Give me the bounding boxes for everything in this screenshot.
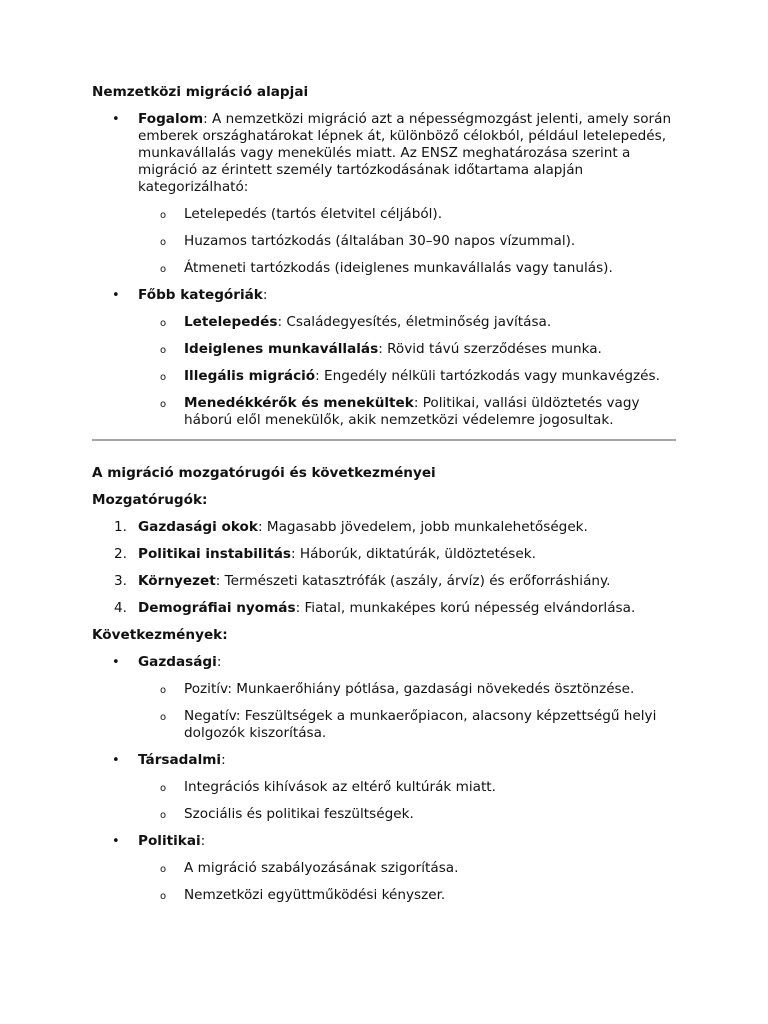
- circle-bullet-icon: o: [160, 237, 167, 248]
- circle-bullet-icon: o: [160, 712, 167, 723]
- section-divider: [92, 439, 676, 441]
- list-item: o Ideiglenes munkavállalás: Rövid távú szerződéses munka.: [92, 341, 676, 358]
- list-item: o A migráció szabályozásának szigorítása.: [92, 860, 676, 877]
- bullet-icon: •: [112, 753, 120, 768]
- circle-bullet-icon: o: [160, 399, 167, 410]
- list-item: o Integrációs kihívások az eltérő kultúrák miatt.: [92, 779, 676, 796]
- section-title-basics: Nemzetközi migráció alapjai: [92, 84, 309, 100]
- list-item: o Letelepedés (tartós életvitel céljából).: [92, 206, 676, 223]
- list-item: o Huzamos tartózkodás (általában 30–90 napos vízummal).: [92, 233, 676, 250]
- list-item-social: • Társadalmi: o Integrációs kihívások az eltérő kultúrák miatt. o Szociális és politikai feszültségek.: [92, 752, 676, 823]
- list-item: 3. Környezet: Természeti katasztrófák (aszály, árvíz) és erőforráshiány.: [114, 573, 611, 589]
- list-item: o Negatív: Feszültségek a munkaerőpiacon, alacsony képzettségű helyi dolgozók kiszorítása.: [160, 708, 657, 741]
- circle-bullet-icon: o: [160, 372, 167, 383]
- sublist: [138, 779, 676, 823]
- circle-bullet-icon: o: [160, 345, 167, 356]
- list-item: o Átmeneti tartózkodás (ideiglenes munkavállalás vagy tanulás).: [92, 260, 676, 277]
- circle-bullet-icon: o: [160, 864, 167, 875]
- list-item: 2. Politikai instabilitás: Háborúk, diktatúrák, üldöztetések.: [114, 546, 536, 562]
- circle-bullet-icon: o: [160, 810, 167, 821]
- circle-bullet-icon: o: [160, 891, 167, 902]
- sublist: [138, 681, 676, 742]
- drivers-list: [92, 519, 676, 617]
- list-item-economic: • Gazdasági: o Pozitív: Munkaerőhiány pótlása, gazdasági növekedés ösztönzése. o Negatív: Feszültségek a munkaerőpiacon, alacsony képzettségű helyi dolgozók kiszorítása.: [92, 654, 676, 742]
- document-page: [92, 84, 676, 914]
- circle-bullet-icon: o: [160, 783, 167, 794]
- bullet-icon: •: [112, 834, 120, 849]
- drivers-label: Mozgatórugók:: [92, 492, 208, 508]
- list-item: o Szociális és politikai feszültségek.: [92, 806, 676, 823]
- consequences-list: [92, 654, 676, 904]
- bullet-icon: •: [112, 112, 120, 127]
- list-item: o Letelepedés: Családegyesítés, életminőség javítása.: [92, 314, 676, 331]
- basics-list: [92, 111, 676, 429]
- term-label: Fogalom: [138, 111, 204, 127]
- consequences-label: Következmények:: [92, 627, 228, 643]
- bullet-icon: •: [112, 288, 120, 303]
- list-item: 1. Gazdasági okok: Magasabb jövedelem, jobb munkalehetőségek.: [114, 519, 588, 535]
- term-label: Főbb kategóriák: [138, 287, 263, 303]
- list-item: o Illegális migráció: Engedély nélküli tartózkodás vagy munkavégzés.: [92, 368, 676, 385]
- sublist: [138, 860, 676, 904]
- list-item: 4. Demográfiai nyomás: Fiatal, munkaképes korú népesség elvándorlása.: [114, 600, 636, 616]
- circle-bullet-icon: o: [160, 685, 167, 696]
- sublist-duration: [138, 206, 676, 277]
- list-item-kategoriak: • Főbb kategóriák: o Letelepedés: Családegyesítés, életminőség javítása. o Ideiglenes munkavállalás: Rövid távú szerződéses munka. o Illegális migráció: Engedély nélküli tartózkodás vagy munkavégzés. o Menedékkérők és menekültek: Politikai, vallási üldöztetés vagy háború elől menekülők, akik nemzetközi védelemre jogosultak.: [92, 287, 676, 429]
- list-item-fogalom: [92, 111, 676, 277]
- section-title-drivers: A migráció mozgatórugói és következményei: [92, 465, 436, 481]
- list-item: o Menedékkérők és menekültek: Politikai, vallási üldöztetés vagy háború elől menekülők, akik nemzetközi védelemre jogosultak.: [160, 395, 640, 428]
- term-text: : A nemzetközi migráció azt a népességmozgást jelenti, amely során emberek országhatárokat lépnek át, különböző célokból, például letelepedés, munkavállalás vagy menekülés miatt. Az ENSZ meghatározása szerint a migráció az érintett személy tartózkodásának időtartama alapján kategorizálható:: [138, 111, 672, 195]
- circle-bullet-icon: o: [160, 318, 167, 329]
- list-item-political: • Politikai: o A migráció szabályozásának szigorítása. o Nemzetközi együttműködési kényszer.: [92, 833, 676, 904]
- bullet-icon: •: [112, 655, 120, 670]
- list-item: o Pozitív: Munkaerőhiány pótlása, gazdasági növekedés ösztönzése.: [92, 681, 676, 698]
- circle-bullet-icon: o: [160, 210, 167, 221]
- list-item: o Nemzetközi együttműködési kényszer.: [92, 887, 676, 904]
- sublist-categories: [138, 314, 676, 429]
- circle-bullet-icon: o: [160, 264, 167, 275]
